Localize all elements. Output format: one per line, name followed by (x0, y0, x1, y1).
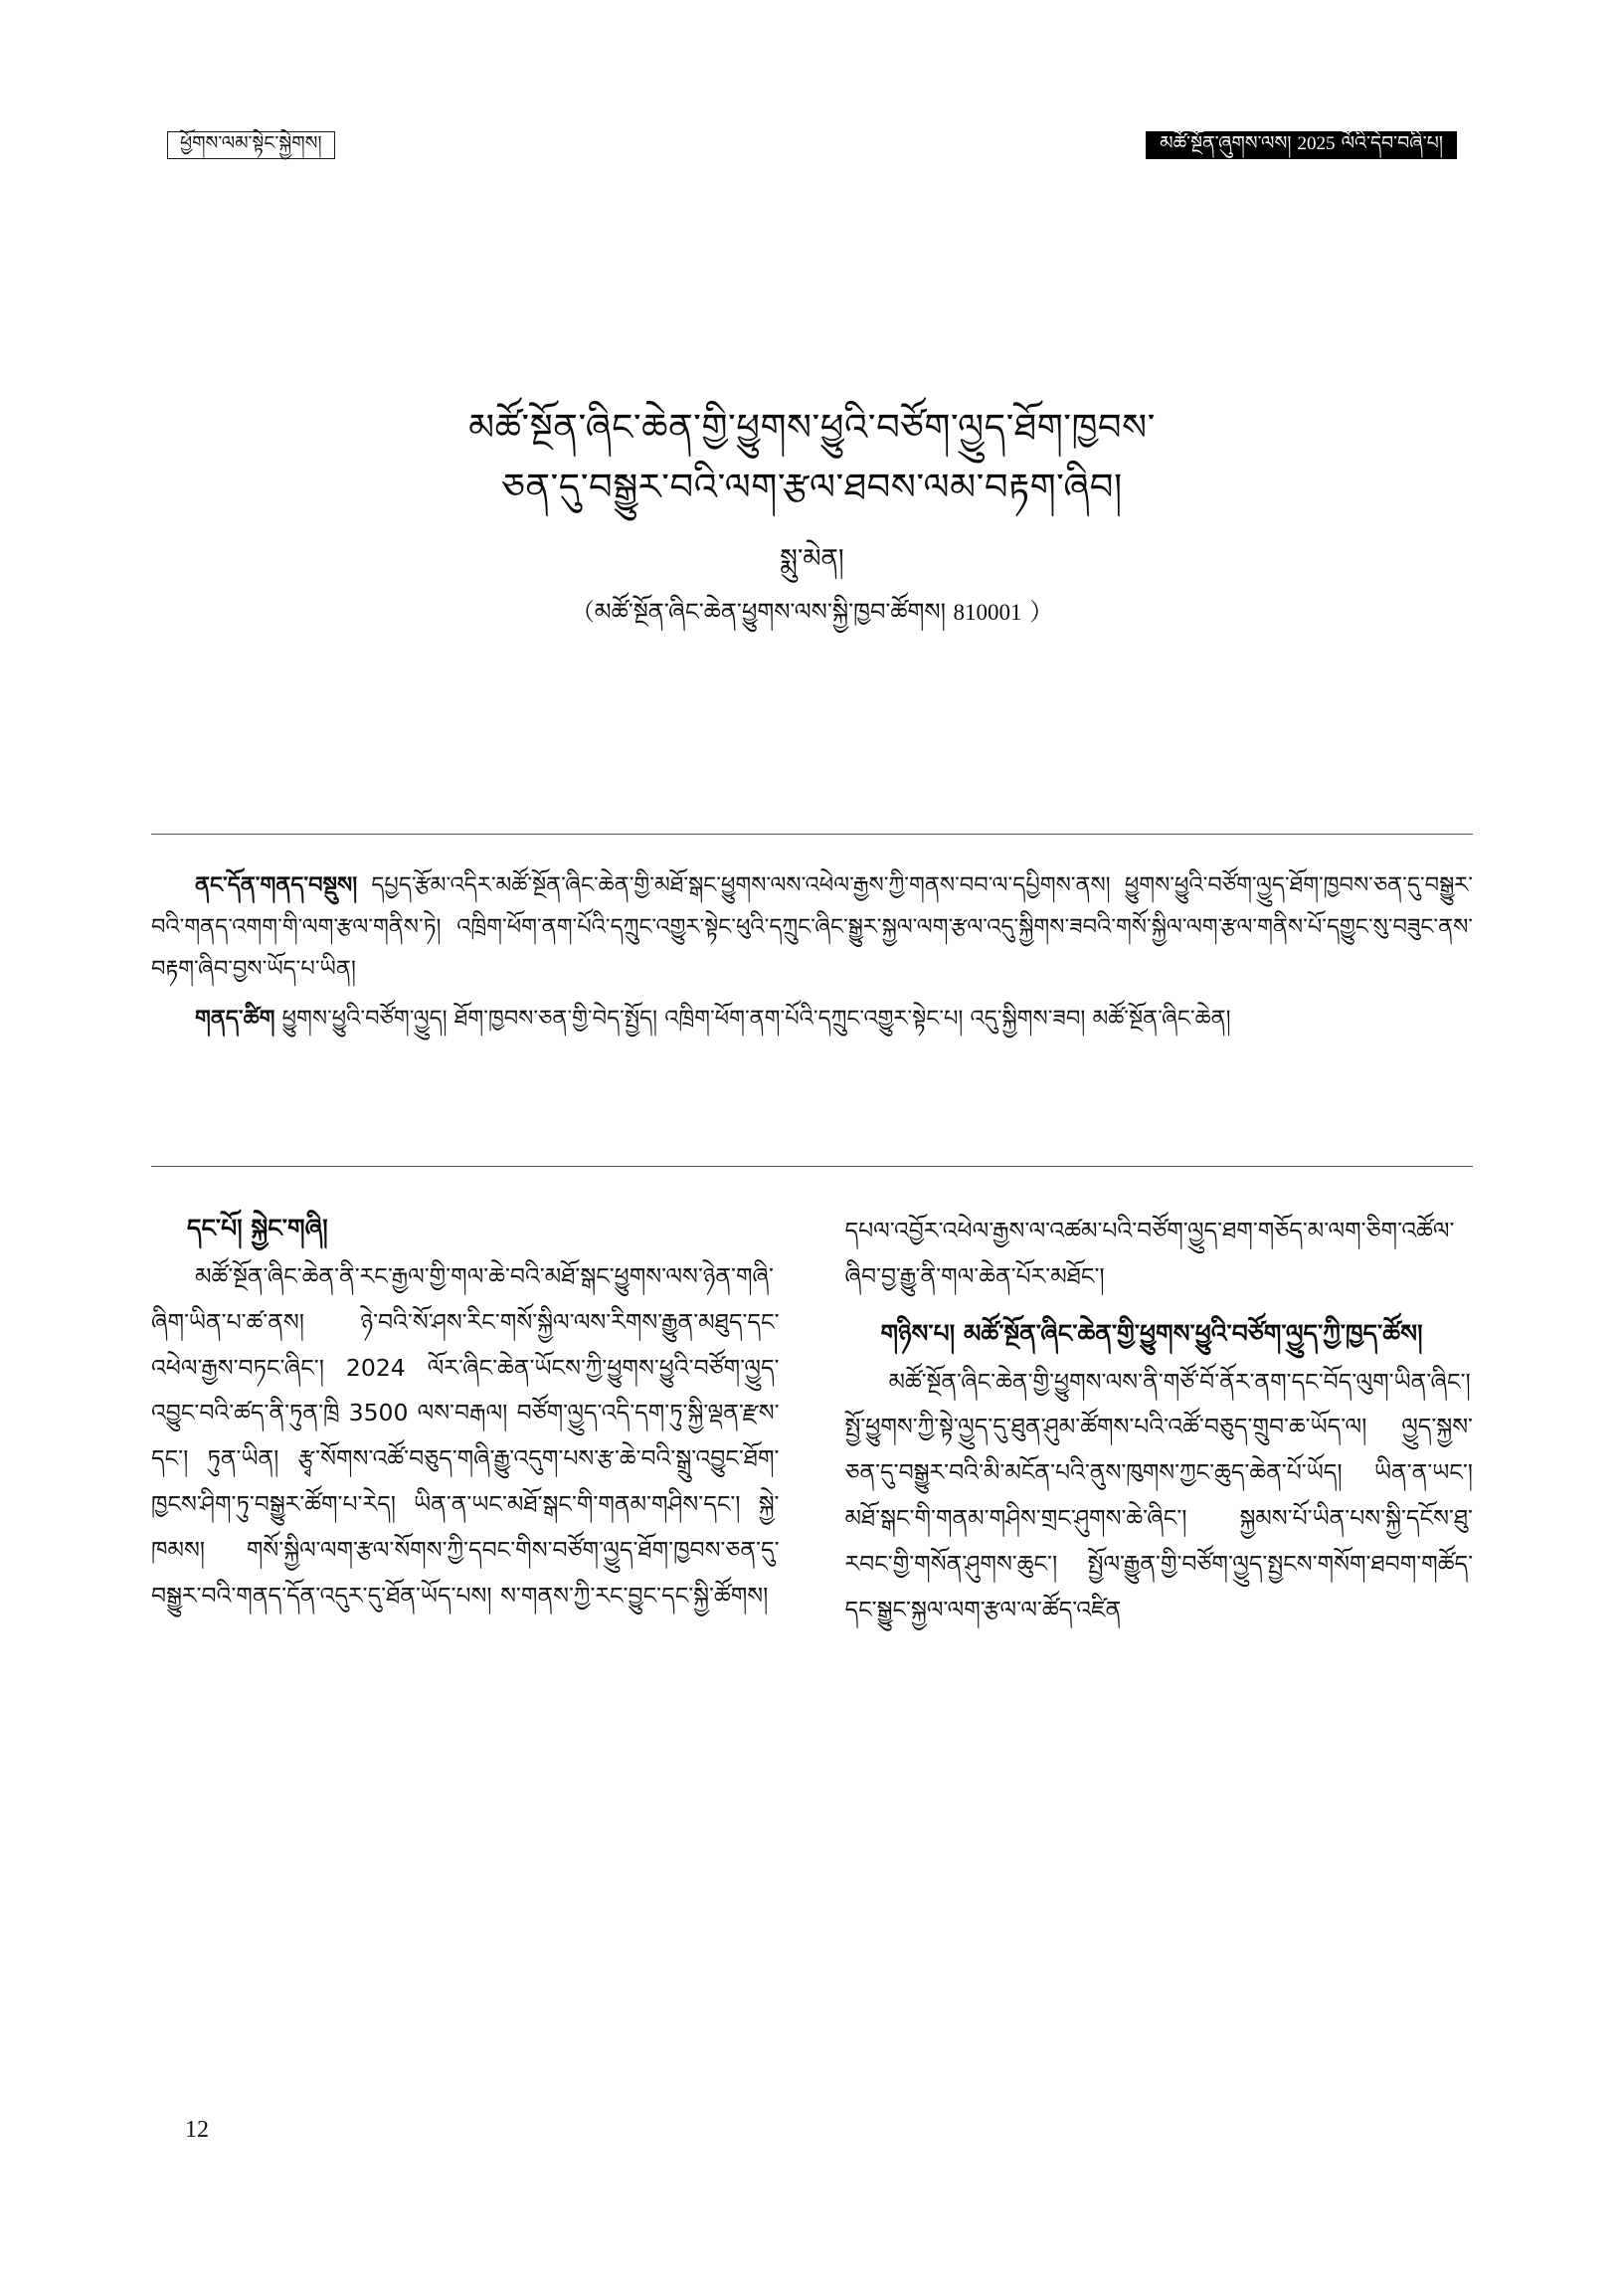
body-columns (151, 1209, 1473, 2084)
running-head (167, 131, 1457, 177)
issue-year: 2025 (1297, 133, 1336, 154)
author-affiliation (149, 597, 1475, 628)
affiliation-text: （མཚོ་སྔོན་ཞིང་ཆེན་ཕྱུགས་ལས་སྐྱི་ཁྱབ་ཚོགས། (570, 597, 946, 626)
section-heading-1: དང་པོ། སྐྱེང་གཞི། (187, 1214, 328, 1242)
issue-number: ལོའི་དེབ་བཞི་པ། (1341, 132, 1443, 154)
page-title-line-1: མཚོ་སྔོན་ཞིང་ཆེན་གྱི་ཕྱུགས་ཕྱུའི་བཙོག་ལྱུད་ཐོག་ཁྱབས་ (468, 406, 1156, 449)
title-block (149, 398, 1475, 628)
keywords-paragraph (151, 999, 1473, 1041)
right-column (845, 1209, 1474, 2084)
running-head-right (1146, 131, 1457, 159)
column-spacer (845, 1300, 1474, 1314)
page-number: 12 (185, 2117, 209, 2143)
right-column-continued-paragraph: དཔལ་འབྱོར་འཕེལ་རྒྱས་ལ་འཚམ་པའི་བཙོག་ལྱུད་ཐག་གཅོད་མ་ལག་ཅིག་འཚོལ་ཞིབ་བྱ་རྒྱུ་ནི་གལ་ཆེན་པོར་མཐོང་། (844, 1217, 1455, 1290)
section-heading-2: གཉིས་པ། མཚོ་སྔོན་ཞིང་ཆེན་གྱི་ཕྱུགས་ཕྱུའི་བཙོག་ལྱུད་ཀྱི་ཁྱད་ཚོས། (880, 1318, 1423, 1348)
page-title-line-2: ཅན་དུ་བསྒྱུར་བའི་ལག་རྩལ་ཐབས་ལམ་བརྟག་ཞིབ། (501, 465, 1123, 508)
running-head-left: ཕྱོགས་ལམ་སྟེང་སྐྱེགས། (167, 131, 335, 159)
journal-name: མཚོ་སྔོན་ཞུགས་ལས། (1160, 132, 1292, 154)
abstract-label: ནང་དོན་གནད་བསྡུས། (195, 872, 358, 898)
left-column (151, 1209, 780, 2084)
left-column-paragraph-1: མཚོ་སྔོན་ཞིང་ཆེན་ནི་རང་རྒྱལ་གྱི་གལ་ཆེ་བའི་མཐོ་སྒང་ཕྱུགས་ལས་ཉེན་གཞི་ཞིག་ཡིན་པ་ཚ་ནས། ཉེ་བའི་སོ་ཤས་རིང་གསོ་སྐྱིལ་ལས་རིགས་རྒྱུན་མཐུད་དང་འཕེལ་རྒྱས་བཏང་ཞིང་། 2024 ལོར་ཞིང་ཆེན་ཡོངས་ཀྱི་ཕྱུགས་ཕྱུའི་བཙོག་ལྱུད་འབྱུང་བའི་ཚད་ནི་ཏུན་ཁྲི 3500 ལས་བརྒལ། བཙོག་ལྱུད་འདི་དག་ཏུ་སྐྱི་ལྡན་རྫས་དང་། ཏུན་ཡིན། རྩྭ་སོགས་འཚོ་བཅུད་གཞི་རྒྱུ་འདུག་པས་རྩ་ཆེ་བའི་སྒྲུ་འབྱུང་ཐོག་ཁྱངས་ཤིག་ཏུ་བསྒྱུར་ཚོག་པ་རེད། ཡིན་ན་ཡང་མཐོ་སྒང་གི་གནམ་གཤིས་དང་། སྐྱེ་ཁམས། གསོ་སྐྱིལ་ལག་རྩལ་སོགས་ཀྱི་དབང་གིས་བཙོག་ལྱུད་ཐོག་ཁྱབས་ཅན་དུ་བསྒྱུར་བའི་གནད་དོན་འདུར་དུ་ཐོན་ཡོད་པས། ས་གནས་ཀྱི་རང་བྱུང་དང་སྐྱི་ཚོགས། (151, 1262, 780, 1610)
right-column-paragraph-1: མཚོ་སྔོན་ཞིང་ཆེན་གྱི་ཕྱུགས་ལས་ནི་གཙོ་བོ་ནོར་ནག་དང་བོད་ལུག་ཡིན་ཞིང་། སྤྱོ་ཕྱུགས་ཀྱི་སྟེ་ལྱུད་དུ་ཐུན་ཤུམ་ཚོགས་པའི་འཚོ་བཅུད་གྲུབ་ཆ་ཡོད་ལ། ལྱུད་སྐྱས་ཅན་དུ་བསྒྱུར་བའི་མི་མངོན་པའི་ནུས་ཁུགས་ཀྱང་ཆུད་ཆེན་པོ་ཡོད། ཡིན་ན་ཡང་། མཐོ་སྒང་གི་གནམ་གཤིས་གྲང་ཤུགས་ཆེ་ཞིང་། སྐྱམས་པོ་ཡིན་པས་སྐྱི་དངོས་ཐུ་རབང་གྱི་གསོན་ཤུགས་ཆུང་། སྤྱོལ་རྒྱུན་གྱི་བཙོག་ལྱུད་སྤྱངས་གསོག་ཐབག་གཚོད་དང་སྒྱུང་སྐྱལ་ལག་རྩལ་ལ་ཚོད་འཛིན (844, 1367, 1473, 1623)
affiliation-postal-code: 810001 (953, 599, 1022, 625)
keywords-label: གནད་ཚིག (195, 1005, 275, 1032)
abstract-section (151, 865, 1473, 1047)
author-name: སྨུ་མེན། (780, 543, 844, 574)
abstract-text: དཔྱད་རྩོམ་འདིར་མཚོ་སྔོན་ཞིང་ཆེན་གྱི་མཐོ་སྒང་ཕྱུགས་ལས་འཕེལ་རྒྱས་ཀྱི་གནས་བབ་ལ་དཔྱིགས་ནས། ཕྱུགས་ཕྱུའི་བཙོག་ལྱུད་ཐོག་ཁྱབས་ཅན་དུ་བསྒྱུར་བའི་གནད་འགག་གི་ལག་རྩལ་གནིས་ཏེ། འཁྲིག་ཕོག་ནག་པོའི་དཀྲུང་འགྱུར་སྟེང་ཕུའི་དཀྲུང་ཞིང་སྒྱུར་སྐྱལ་ལག་རྩལ་འདུ་སྐྱིགས་ཟབའི་གསོ་སྐྱིལ་ལག་རྩལ་གནིས་པོ་དགྱུང་སུ་བཟུང་ནས་བརྟག་ཞིབ་བྱས་ཡོད་པ་ཡིན། (151, 872, 1474, 982)
divider-below-abstract (151, 1166, 1473, 1167)
keywords-text: ཕྱུགས་ཕྱུའི་བཙོག་ལྱུད། ཐོག་ཁྱབས་ཅན་གྱི་བེད་སྤྱོད། འཁྲིག་ཕོག་ནག་པོའི་དཀྲུང་འགྱུར་སྟེང་པ། འདུ་སྐྱིགས་ཟབ། མཚོ་སྔོན་ཞིང་ཆེན། (281, 1005, 1231, 1032)
affiliation-close-paren: ） (1029, 597, 1054, 626)
abstract-paragraph (151, 865, 1473, 991)
divider-above-abstract (151, 834, 1473, 835)
